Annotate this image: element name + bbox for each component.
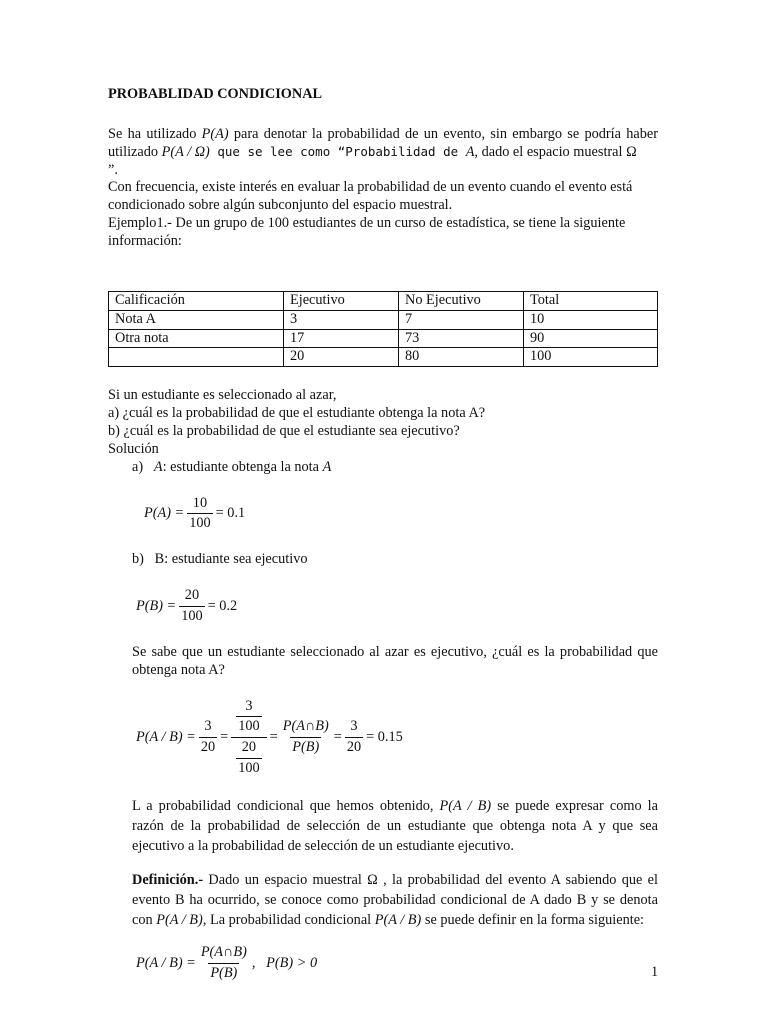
solution-text: : estudiante obtenga la nota [162, 458, 323, 475]
explanation-text: L a probabilidad condicional que hemos obtenido, [132, 798, 440, 815]
table-cell: Nota A [109, 310, 284, 329]
table-row [109, 348, 658, 367]
fraction-denominator: 20 [200, 739, 216, 756]
math-pab: P(A / B) [439, 798, 492, 815]
intro-text: , dado el espacio muestral Ω [474, 143, 637, 160]
eq-condition: , P(B) > 0 [251, 954, 318, 971]
question-b: b) ¿cuál es la probabilidad de que el estudiante sea ejecutivo? [108, 423, 460, 440]
solution-heading: Solución [108, 440, 159, 457]
fraction [199, 944, 249, 983]
grades-table [108, 291, 658, 367]
intro-text: Se ha utilizado [108, 125, 202, 142]
math-var-a: A [322, 458, 332, 475]
definition-paragraph [132, 870, 658, 930]
omega-symbol: Ω [367, 872, 378, 889]
eq-lhs: P(A / B) = [136, 728, 196, 745]
equation-pa [144, 495, 658, 534]
table-row [109, 329, 658, 348]
fraction-numerator: 20 [184, 587, 200, 604]
table-cell: 17 [284, 329, 399, 348]
math-pab: P(A / B) [374, 912, 422, 929]
intro-text: ”. [108, 161, 118, 178]
fraction-denominator: P(B) [210, 965, 238, 982]
table-cell: 7 [399, 310, 524, 329]
definition-text: , la probabilidad del evento A sabiendo que el evento B ha ocurrido, se conoce como probabilidad condicional de A dado B y se denota con [132, 872, 658, 929]
fraction-numerator: P(A∩B) [282, 718, 329, 735]
item-label: a) [132, 458, 144, 475]
definition-text: se puede definir en la forma siguiente: [421, 912, 645, 929]
item-label: b) [132, 551, 144, 568]
eq-lhs: P(A / B) = [136, 954, 196, 971]
table-header-row [109, 291, 658, 310]
table-cell: 20 [284, 348, 399, 367]
fraction [236, 698, 261, 737]
eq-result: = 0.1 [215, 505, 246, 522]
fraction-denominator [231, 737, 266, 778]
solution-a-label [132, 459, 658, 477]
equation-definition [136, 944, 658, 983]
intro-paragraph-1 [108, 126, 658, 180]
equals-sign: = [333, 728, 342, 745]
math-pab: P(A / B) [156, 912, 203, 929]
table-cell: 80 [399, 348, 524, 367]
table-cell: 10 [524, 310, 658, 329]
fraction-denominator: 100 [189, 515, 211, 532]
fraction-denominator: 100 [238, 760, 260, 777]
table-cell: Otra nota [109, 329, 284, 348]
question-a: a) ¿cuál es la probabilidad de que el estudiante obtenga la nota A? [108, 405, 486, 422]
fraction [281, 718, 331, 757]
fraction [199, 718, 217, 757]
fraction-numerator: 3 [350, 718, 358, 735]
equation-pb [136, 587, 658, 626]
table-header-cell: Ejecutivo [284, 291, 399, 310]
fraction-denominator: 20 [346, 739, 362, 756]
eq-lhs: P(B) = [136, 597, 177, 614]
table-cell: 90 [524, 329, 658, 348]
explanation-paragraph [132, 796, 658, 856]
fraction-numerator: 20 [241, 739, 257, 756]
fraction-numerator: P(A∩B) [200, 944, 247, 961]
question-intro: Si un estudiante es seleccionado al azar, [108, 387, 337, 404]
fraction-numerator: 10 [192, 494, 208, 511]
table-header-cell: Calificación [109, 291, 284, 310]
page-title: PROBABLIDAD CONDICIONAL [108, 86, 323, 102]
explanation-text: se puede expresar como la razón de la probabilidad de selección de un estudiante que obtenga nota A y que sea ejecutivo a la probabilidad de selección de un estudiante ejecutivo. [132, 798, 658, 855]
table-cell: 3 [284, 310, 399, 329]
fraction [345, 718, 363, 757]
table-header-cell: Total [524, 291, 658, 310]
equation-conditional [136, 698, 658, 778]
eq-result: = 0.2 [207, 597, 238, 614]
math-pa-omega: P(A / Ω) [161, 143, 210, 160]
math-pa: P(A) [201, 125, 229, 142]
document-page [108, 86, 658, 1001]
math-var-a: A [465, 143, 475, 160]
compound-fraction [231, 698, 266, 778]
fraction-numerator: 3 [245, 697, 253, 714]
equals-sign: = [269, 728, 278, 745]
math-var-a: A [153, 458, 163, 475]
intro-paragraph-2: Con frecuencia, existe interés en evaluar la probabilidad de un evento cuando el evento está condicionado sobre algún subconjunto del espacio muestral. [108, 179, 633, 214]
equals-sign: = [220, 728, 229, 745]
fraction-denominator: P(B) [292, 739, 320, 756]
table-cell: 100 [524, 348, 658, 367]
definition-text: , La probabilidad condicional [202, 912, 375, 929]
table-row [109, 310, 658, 329]
table-header-cell: No Ejecutivo [399, 291, 524, 310]
fraction [179, 587, 204, 626]
intro-text-mono: que se lee como “Probabilidad de [209, 143, 466, 159]
definition-text: Dado un espacio muestral [203, 872, 368, 889]
eq-result: = 0.15 [366, 728, 403, 745]
intro-text: para denotar la probabilidad de un evento, sin embargo se podría haber utilizado [108, 125, 658, 160]
solution-b-label [132, 551, 658, 569]
fraction-numerator: 3 [204, 718, 212, 735]
conditional-question: Se sabe que un estudiante seleccionado al azar es ejecutivo, ¿cuál es la probabilidad que obtenga nota A? [132, 643, 658, 678]
definition-label: Definición.- [132, 872, 204, 889]
eq-lhs: P(A) = [144, 505, 185, 522]
fraction-denominator: 100 [181, 608, 203, 625]
fraction-denominator: 100 [238, 718, 260, 735]
table-cell [109, 348, 284, 367]
solution-text: B: estudiante sea ejecutivo [154, 551, 308, 568]
fraction [236, 739, 261, 778]
fraction-numerator [231, 698, 266, 738]
page-number: 1 [651, 964, 659, 980]
fraction [187, 495, 212, 534]
table-cell: 73 [399, 329, 524, 348]
intro-paragraph-3: Ejemplo1.- De un grupo de 100 estudiantes de un curso de estadística, se tiene la siguiente información: [108, 215, 626, 250]
